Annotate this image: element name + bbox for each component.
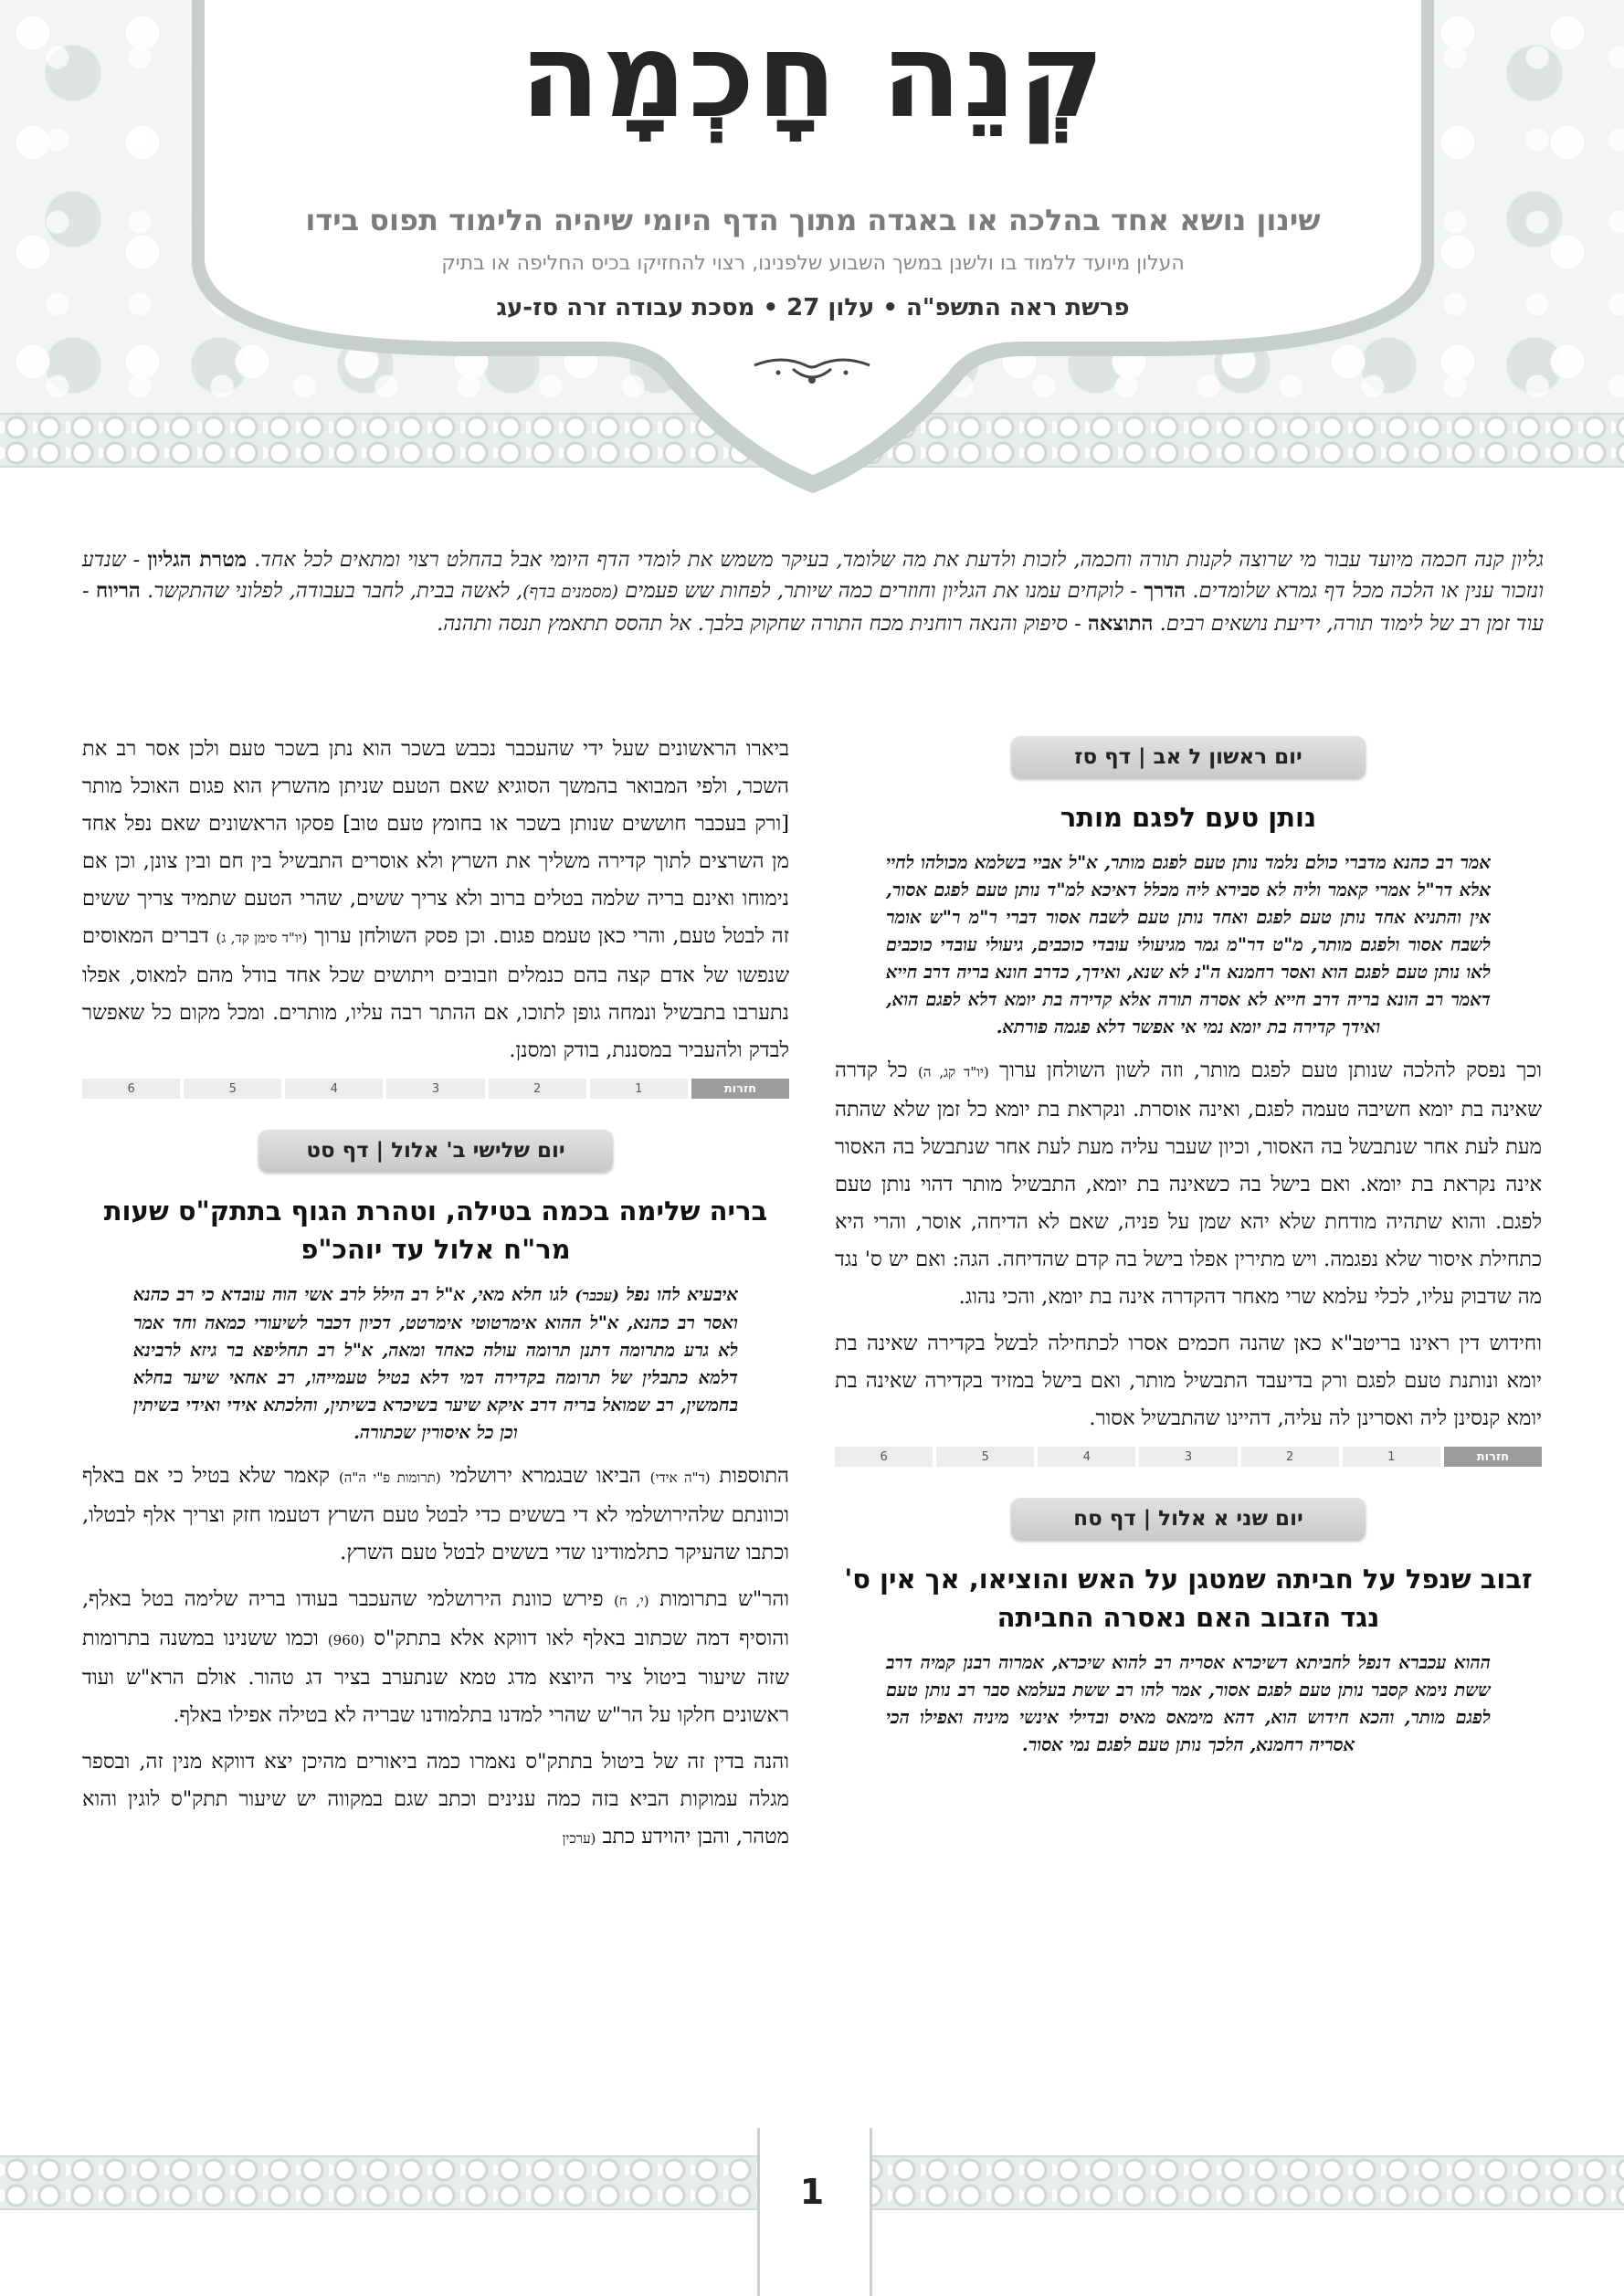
preface-paragraph bbox=[82, 544, 1544, 639]
gemara-quote-69 bbox=[133, 1281, 738, 1447]
review-label: חזרות bbox=[1444, 1447, 1542, 1467]
body-text-69-tosafot bbox=[82, 1458, 789, 1572]
review-box[interactable]: 6 bbox=[82, 1079, 180, 1099]
review-box[interactable]: 5 bbox=[184, 1079, 281, 1099]
tosafot-text-cont: קאמר שלא בטיל כי אם באלף וכוונתם שלהירושלמי לא די בששים כדי לבטל טעם השרץ דטעמו חזק וצריך אלף לבטלו, וכתבו שהעיקר כתלמודינו שדי בששים לבטל טעם השרץ. bbox=[82, 1464, 789, 1564]
masthead-intro: העלון מיועד ללמוד בו ולשנן במשך השבוע שלפנינו, רצוי להחזיקו בכיס החליפה או בתיק bbox=[441, 252, 1185, 275]
body-68-quote: דברים המאוסים שנפשו של אדם קצה בהם כנמלים וזבובים ויתושים שכל אחד בודל מהם למאוס, אפלו נתערבו בתבשיל ונמחה גופן לתוכו, אם ההתר רבה עליו, מותרים. ומכל מקום כל שאפשר לבדק ולהעביר במסננת, בודק ומסנן. bbox=[82, 924, 789, 1062]
review-box[interactable]: 1 bbox=[1343, 1447, 1440, 1467]
review-box[interactable]: 3 bbox=[1139, 1447, 1237, 1467]
review-box[interactable]: 5 bbox=[936, 1447, 1034, 1467]
review-box[interactable]: 2 bbox=[1241, 1447, 1339, 1467]
goal-label: מטרת הגליון bbox=[147, 548, 248, 572]
body-67-intro: וכך נפסק להלכה שנותן טעם לפגם מותר, וזה לשון השולחן ערוך bbox=[999, 1058, 1542, 1082]
body-68-main: ביארו הראשונים שעל ידי שהעכבר נכבש בשכר הוא נתן בשכר טעם ולכן אסר רב את השכר, ולפי המבואר בהמשך הסוגיא שאם הטעם שניתן מהשרץ הוא פגום האוכל מותר [ורק בעכבר חוששים שנותן בשכר או בחומץ טעם טוב] פסקו הראשונים שאם נפל אחד מן השרצים לתוך קדירה משליך את השרץ ולא אוסרים התבשיל בין חם ובין צונן, וכן אם נימוחו ואינם בריה שלמה בטלים ברוב ולא צריך ששים, שהרי הטעם שתמיד צריך ששים זה לבטל טעם, והרי כאן טעמם פגום. וכן פסק השולחן ערוך bbox=[82, 737, 790, 948]
topic-title-67: נותן טעם לפגם מותר bbox=[1060, 802, 1317, 833]
body-text-69-960 bbox=[82, 1743, 789, 1858]
result-label: התוצאה bbox=[1087, 612, 1154, 636]
body-text-67-ritva: וחידוש דין ראינו בריטב"א כאן שהנה חכמים אסרו לכתחילה לבשל בקדירה שאינה בת יומא ונותנת טעם לפגם ורק בדיעבד התבשיל מותר, ואם בישל במזיד בקדירה שאינה בת יומא קנסינן ליה ואסרינן לה עליה, דהיינו שהתבשיל אסור. bbox=[835, 1332, 1542, 1430]
tosafot-label: התוספות bbox=[719, 1464, 790, 1488]
source-note: (יו"ד סימן קד, ג) bbox=[216, 930, 308, 946]
review-box[interactable]: 4 bbox=[1038, 1447, 1135, 1467]
preface-intro: גליון קנה חכמה מיועד עבור מי שרוצה לקנות תורה וחכמה, לזכות ולדעת את מה שלומד, בעיקר משמש את לומדי הדף היומי אבל בהחלט רצוי ומתאים לכל אחד. bbox=[254, 548, 1544, 572]
body-text-67 bbox=[835, 1052, 1542, 1316]
day-heading-69: יום שלישי ב' אלול | דף סט bbox=[258, 1130, 613, 1172]
gain-text: - עוד זמן רב של לימוד תורה, ידיעת נושאים רבים. bbox=[82, 579, 1544, 636]
way-text: - לוקחים עמנו את הגליון וחוזרים כמה שיותר, לפחות שש פעמים bbox=[625, 579, 1137, 603]
page-number: 1 bbox=[799, 2172, 825, 2212]
way-label: הדרך bbox=[1144, 579, 1186, 603]
quote-69-a: איבעיא להו נפל bbox=[626, 1284, 738, 1305]
body-67-quote: כל קדרה שאינה בת יומא חשיבה טעמה לפגם, ואינה אוסרת. ונקראת בת יומא כל זמן שלא שהתה מעת לעת אחר שנתבשל בה האסור, וכיון שעבר עליה מעת לעת אחר שנתבשל בה האסור אינה נקראת בת יומא. ואם בישל בה כשאינה בת יומא, התבשיל מותר דהוי נותן טעם לפגם. והוא שתהיה מודחת שלא יהא שמן על פניה, שאם לא הדיחה, אוסר, והרי היא כתחילת איסור שלא נפגמה. ויש מתירין אפלו בישל בה קדם שהדיחה. הגה: ואם יש ס' נגד מה שדבוק עליו, לכלי עלמא שרי מאחר דהקדרה אינה בת יומא, והכי נהוג. bbox=[835, 1058, 1542, 1309]
result-text: - סיפוק והנאה רוחנית מכח התורה שחקוק בלבך. אל תהסס תתאמץ תנסה ותהנה. bbox=[437, 612, 1081, 636]
rash-text-cont: וכמו ששנינו במשנה בתרומות שזה שיעור ביטול ציר היוצא מדג טמא שנתערב בציר דג טהור. אולם הרא"ש ועוד ראשונים חלקו על הר"ש שהרי למדנו בתלמודנו שבריה לא בטילה אפילו באלף. bbox=[82, 1627, 789, 1727]
gemara-quote-67: אמר רב כהנא מדברי כולם נלמד נותן טעם לפגם מותר, א"ל אביי בשלמא מכולהו לחיי אלא דר"ל אמרי קאמר וליה לא סבירא ליה מכלל דאיכא למ"ד נותן טעם לפגם אסור, אין והתניא אחד נותן טעם לפגם ואחד נותן טעם לשבח אסור דברי ר"מ ר"ש אומר לשבח אסור ולפגם מותר, מ"ט דר"מ גמר מגיעולי עובדי כוכבים, גיעולי עובדי כוכבים לאו נותן טעם לפגם הוא ואסר רחמנא ה"נ לא שנא, ואידך, כדרב חונא בריה דרב חייא דאמר רב הונא בריה דרב חייא לא אסרה תורה אלא קדירה בת יומא דלא לפגם הוא, ואידך קדירה בת יומא נמי אי אפשר דלא פגמה פורתא. bbox=[886, 852, 1491, 1037]
day-heading-67: יום ראשון ל אב | דף סז bbox=[1011, 736, 1366, 778]
review-box[interactable]: 4 bbox=[285, 1079, 383, 1099]
gemara-quote-68: ההוא עכברא דנפל לחביתא דשיכרא אסריה רב להוא שיכרא, אמרוה רבנן קמיה דרב ששת נימא קסבר נותן טעם לפגם אסור, אמר להו רב ששת בעלמא סבר רב נותן טעם לפגם מותר, והכא חידוש הוא, דהא מימאס מאיס ובדילי אינשי מיניה ואפילו הכי אסריה רחמנא, הלכך נותן טעם לפגם נמי אסור. bbox=[886, 1652, 1491, 1755]
review-tracker[interactable] bbox=[835, 1447, 1542, 1467]
source-note: (תרומות פ"י ה"ה) bbox=[338, 1469, 441, 1486]
source-note: (ערכין bbox=[562, 1830, 596, 1847]
source-note: (יו"ד קג, ה) bbox=[917, 1064, 989, 1080]
page-number-tab bbox=[757, 2128, 872, 2296]
body-text-68 bbox=[82, 731, 789, 1069]
left-column bbox=[82, 731, 789, 1867]
960-text: והנה בדין זה של ביטול בתתק"ס נאמרו כמה ביאורים מהיכן יצא דווקא מנין זה, ובספר מגלה עמוקות הביא בזה כמה ענינים וכתב שגם במקווה יש שיעור תתק"ס לוגין והוא מטהר, והבן יהוידע כתב bbox=[82, 1750, 789, 1848]
tosafot-text: הביאו שבגמרא ירושלמי bbox=[449, 1464, 641, 1488]
topic-title-68: זבוב שנפל על חביתה שמטגן על האש והוציאו, אך אין ס' נגד הזבוב האם נאסרה החביתה bbox=[844, 1564, 1533, 1633]
rash-label: והר"ש בתרומות bbox=[659, 1587, 790, 1611]
way-text-cont: , לאשה בבית, לחבר בעבודה, לפלוני שהתקשר. bbox=[147, 579, 523, 603]
quote-note: (עכבר) bbox=[575, 1287, 619, 1304]
flourish-ornament-icon bbox=[751, 353, 873, 389]
masthead-subtitle: שינון נושא אחד בהלכה או באגדה מתוך הדף היומי שיהיה הלימוד תפוס בידו bbox=[305, 203, 1321, 237]
source-note: (י, ח) bbox=[614, 1593, 649, 1609]
goal-text: - שנדע ונזכור ענין או הלכה מכל דף גמרא שלומדים. bbox=[82, 548, 1544, 603]
source-note: (ד"ה אידי) bbox=[649, 1469, 711, 1486]
gain-label: הריוח bbox=[95, 579, 141, 603]
body-text-69-rash bbox=[82, 1581, 789, 1734]
masthead-title: קְנֵה חָכְמָה bbox=[520, 8, 1106, 144]
review-box[interactable]: 6 bbox=[835, 1447, 933, 1467]
day-heading-68: יום שני א אלול | דף סח bbox=[1011, 1498, 1366, 1540]
review-box[interactable]: 2 bbox=[489, 1079, 586, 1099]
source-note: (960) bbox=[327, 1632, 365, 1648]
review-tracker[interactable] bbox=[82, 1079, 789, 1099]
review-box[interactable]: 1 bbox=[590, 1079, 688, 1099]
way-note: (מסמנים בדף) bbox=[522, 583, 618, 602]
right-column bbox=[835, 731, 1542, 1770]
issue-line: פרשת ראה התשפ"ה • עלון 27 • מסכת עבודה זרה סז-עג bbox=[496, 294, 1130, 321]
rash-text: פירש כוונת הירושלמי שהעכבר בעודו בריה שלימה בטל באלף, והוסיף דמה שכתוב באלף לאו דווקא אלא בתתק"ס bbox=[82, 1587, 789, 1650]
review-label: חזרות bbox=[691, 1079, 789, 1099]
review-box[interactable]: 3 bbox=[386, 1079, 484, 1099]
quote-69-b: לגו חלא מאי, א"ל רב הילל לרב אשי הוה עובדא כי רב כהנא ואסר רב כהנא, א"ל ההוא אימרטוטי אימרטט, דכיון דכבר לשיעורי כמאה וחד אמר לא גרע מתרומה דתנן תרומה עולה כאחד ומאה, א"ל רב תחליפא בר גיזא לרבינא דלמא כתבלין של תרומה בקדירה דמי דלא בטיל טעמייהו, רב אחאי שיער בחלא בחמשין, רב שמואל בריה דרב איקא שיער בשיכרא בשיתין, והלכתא אידי ואידי בשיתין וכן כל איסורין שכתורה. bbox=[133, 1284, 738, 1443]
topic-title-69: בריה שלימה בכמה בטילה, וטהרת הגוף בתתק"ס שעות מר"ח אלול עד יוהכ"פ bbox=[103, 1195, 768, 1265]
